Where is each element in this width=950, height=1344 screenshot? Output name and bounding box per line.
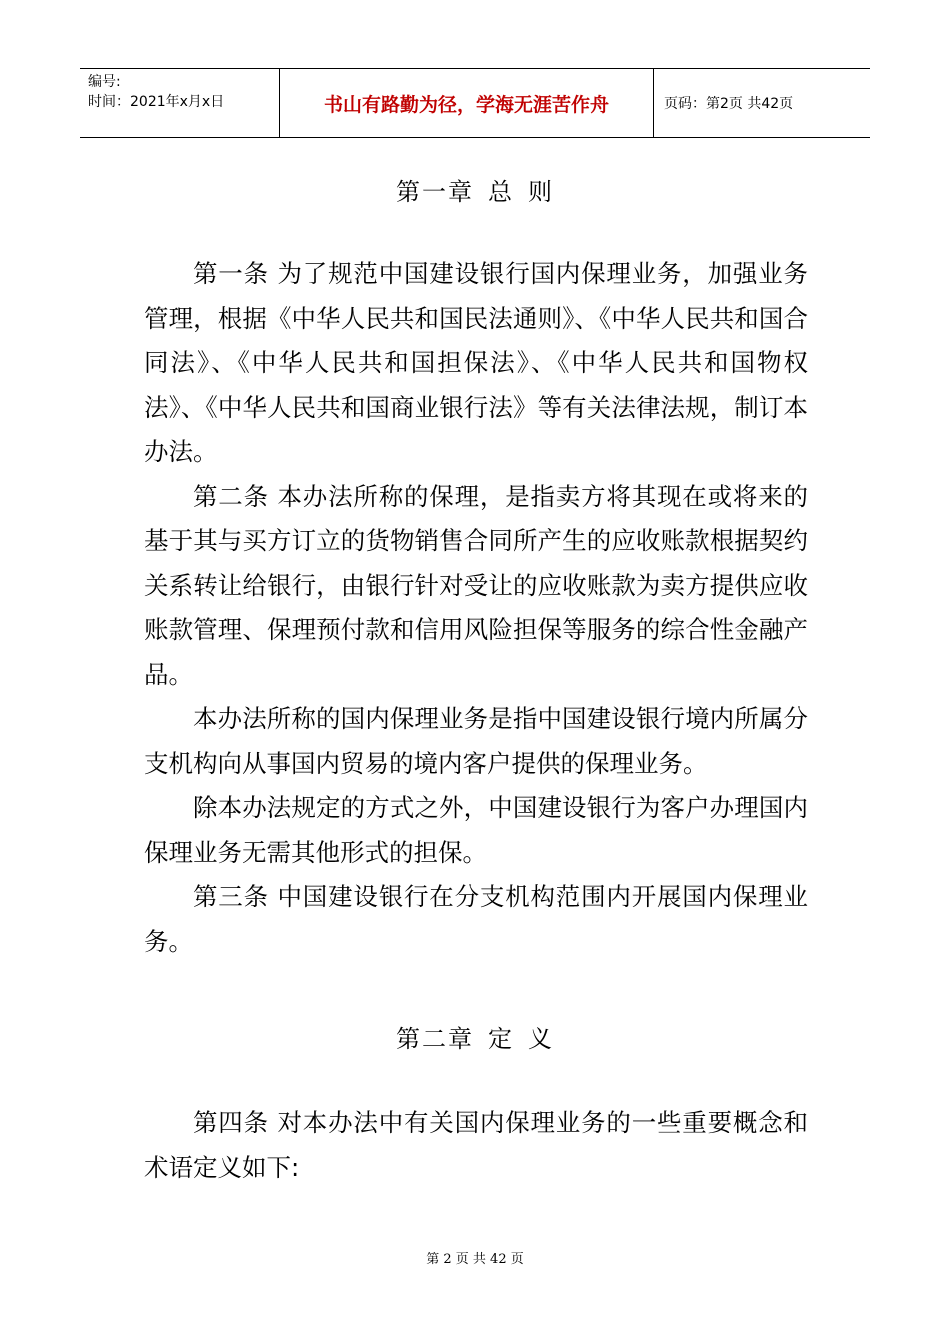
number-label: 编号: [88, 74, 121, 90]
chapter-1-number: 第一章 [396, 178, 474, 206]
article-3-paragraph: 第三条 中国建设银行在分支机构范围内开展国内保理业务。 [144, 882, 808, 956]
guarantee-paragraph: 除本办法规定的方式之外，中国建设银行为客户办理国内保理业务无需其他形式的担保。 [144, 793, 808, 867]
page-footer: 第 2 页 共 42 页 [426, 1252, 524, 1267]
chapter-2-body [144, 1101, 808, 1190]
header-page-info: 页码：第2页 共42页 [664, 96, 794, 112]
header-motto: 书山有路勤为径，学海无涯苦作舟 [280, 69, 654, 137]
domestic-factoring-paragraph: 本办法所称的国内保理业务是指中国建设银行境内所属分支机构向从事国内贸易的境内客户提供的保理业务。 [144, 704, 808, 778]
chapter-1-name-part2: 则 [528, 178, 554, 206]
chapter-2-number: 第二章 [396, 1025, 474, 1053]
article-4-paragraph: 第四条 对本办法中有关国内保理业务的一些重要概念和术语定义如下: [144, 1108, 808, 1182]
chapter-2-name-part1: 定 [488, 1025, 514, 1053]
chapter-2-title [0, 1019, 950, 1054]
time-label: 时间：2021年x月x日 [88, 94, 225, 110]
document-header [80, 68, 870, 138]
chapter-1-title [0, 172, 950, 207]
chapter-2-name-part2: 义 [528, 1025, 554, 1053]
header-meta-cell [80, 69, 280, 137]
chapter-1-name-part1: 总 [488, 178, 514, 206]
chapter-1-body [144, 252, 808, 964]
article-2-paragraph: 第二条 本办法所称的保理，是指卖方将其现在或将来的基于其与买方订立的货物销售合同所产生的应收账款根据契约关系转让给银行，由银行针对受让的应收账款为卖方提供应收账款管理、保理预付款和信用风险担保等服务的综合性金融产品。 [144, 481, 808, 689]
article-1-paragraph: 第一条 为了规范中国建设银行国内保理业务，加强业务管理，根据《中华人民共和国民法通则》、《中华人民共和国合同法》、《中华人民共和国担保法》、《中华人民共和国物权法》、《中华人民共和国商业银行法》等有关法律法规，制订本办法。 [144, 259, 808, 466]
